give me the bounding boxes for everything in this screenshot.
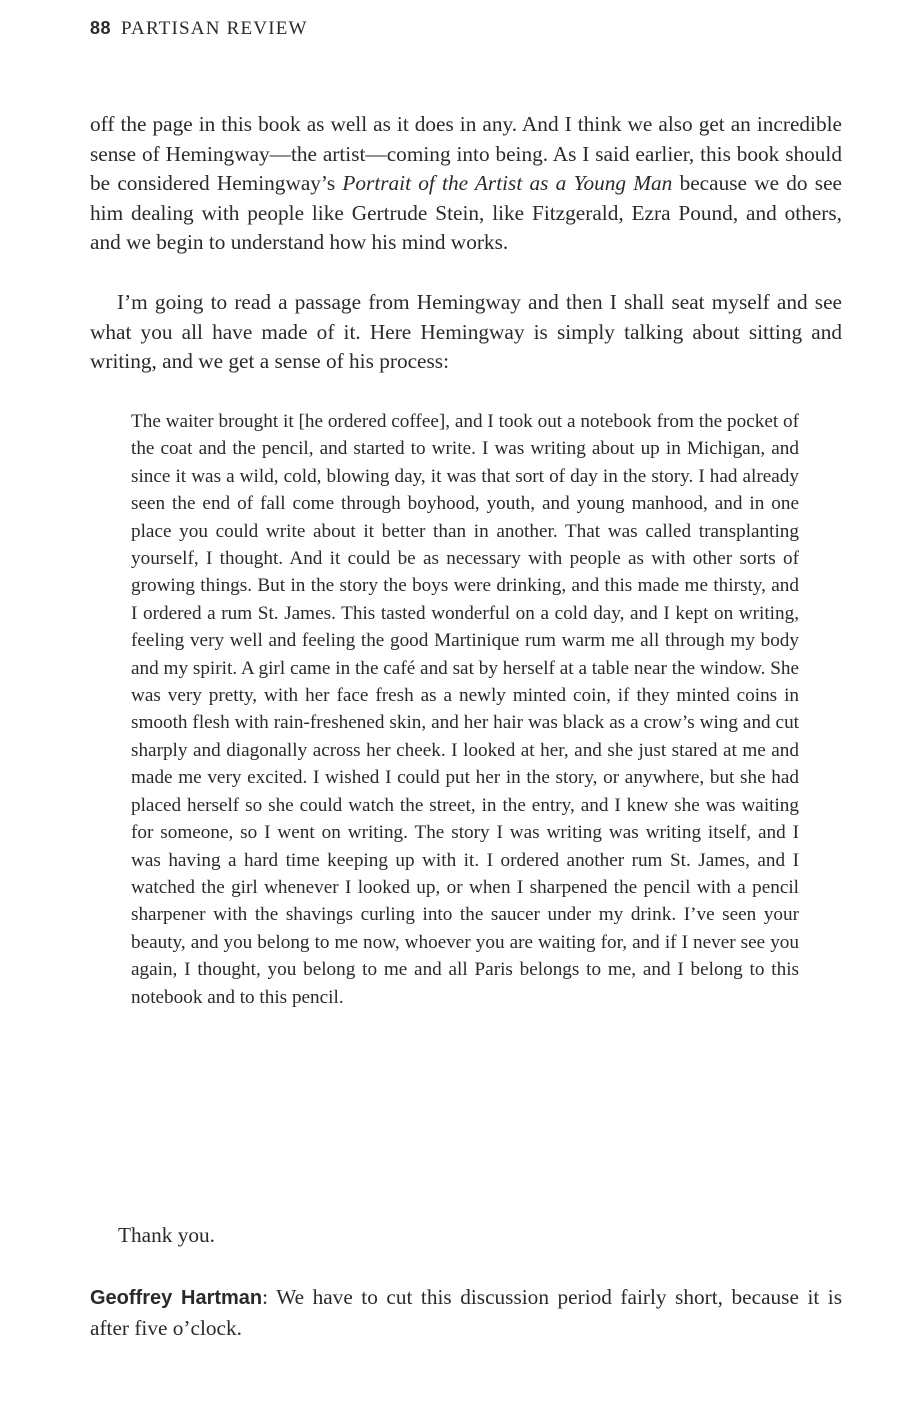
paragraph-1-text-b: because we do see him dealing with people like Gertrude Stein, like Fitzgerald, Ezra Pound, and others, and we begin to understand how his mind works. [90,171,843,255]
page-number: 88 [90,18,112,38]
book-title-reference: Portrait of the Artist as a Young Man [342,171,673,196]
discussion-paragraph [90,1283,842,1343]
discussion-text: We have to cut this discussion period fairly short, because it is after five o’clock. [90,1285,843,1340]
running-head [90,18,308,40]
paragraph-2 [90,288,842,377]
speaker-separator: : [262,1285,269,1309]
block-quote [131,408,799,1011]
journal-title: PARTISAN REVIEW [121,18,308,39]
paragraph-1-text-a: off the page in this book as well as it does in any. And I think we also get an incredible sense of Hemingway—the artist—coming into being. As I said earlier, this book should be considered Hemingway’s [90,112,842,196]
paragraph-1 [90,110,842,258]
speaker-name: Geoffrey Hartman [90,1287,263,1309]
block-quote-text: The waiter brought it [he ordered coffee], and I took out a notebook from the pocket of the coat and the pencil, and started to write. I was writing about up in Michigan, and since it was a wild, cold, blowing day, it was that sort of day in the story. I had already seen the end of fall come through boyhood, youth, and young manhood, and in one place you could write about it better than in another. That was called transplanting yourself, I thought. And it could be as necessary with people as with other sorts of growing things. But in the story the boys were drinking, and this made me thirsty, and I ordered a rum St. James. This tasted wonderful on a cold day, and I kept on writing, feeling very well and feeling the good Martinique rum warm me all through my body and my spirit. A girl came in the café and sat by herself at a table near the window. She was very pretty, with her face fresh as a newly minted coin, if they minted coins in smooth flesh with rain-freshened skin, and her hair was black as a crow’s wing and cut sharply and diagonally across her cheek. I looked at her, and she just stared at me and made me very excited. I wished I could put her in the story, or anywhere, but she had placed herself so she could watch the street, in the entry, and I knew she was waiting for someone, so I went on writing. The story I was writing was writing itself, and I was having a hard time keeping up with it. I ordered another rum St. James, and I watched the girl whenever I looked up, or when I sharpened the pencil with a pencil sharpener with the shavings curling into the saucer under my drink. I’ve seen your beauty, and you belong to me now, whoever you are waiting for, and if I never see you again, I thought, you belong to me and all Paris belongs to me, and I belong to this notebook and to this pencil. [131,411,799,1008]
paragraph-2-text: I’m going to read a passage from Hemingway and then I shall seat myself and see what you all have made of it. Here Hemingway is simply talking about sitting and writing, and we get a sense of his process: [90,290,842,374]
closing-line: Thank you. [118,1223,216,1247]
